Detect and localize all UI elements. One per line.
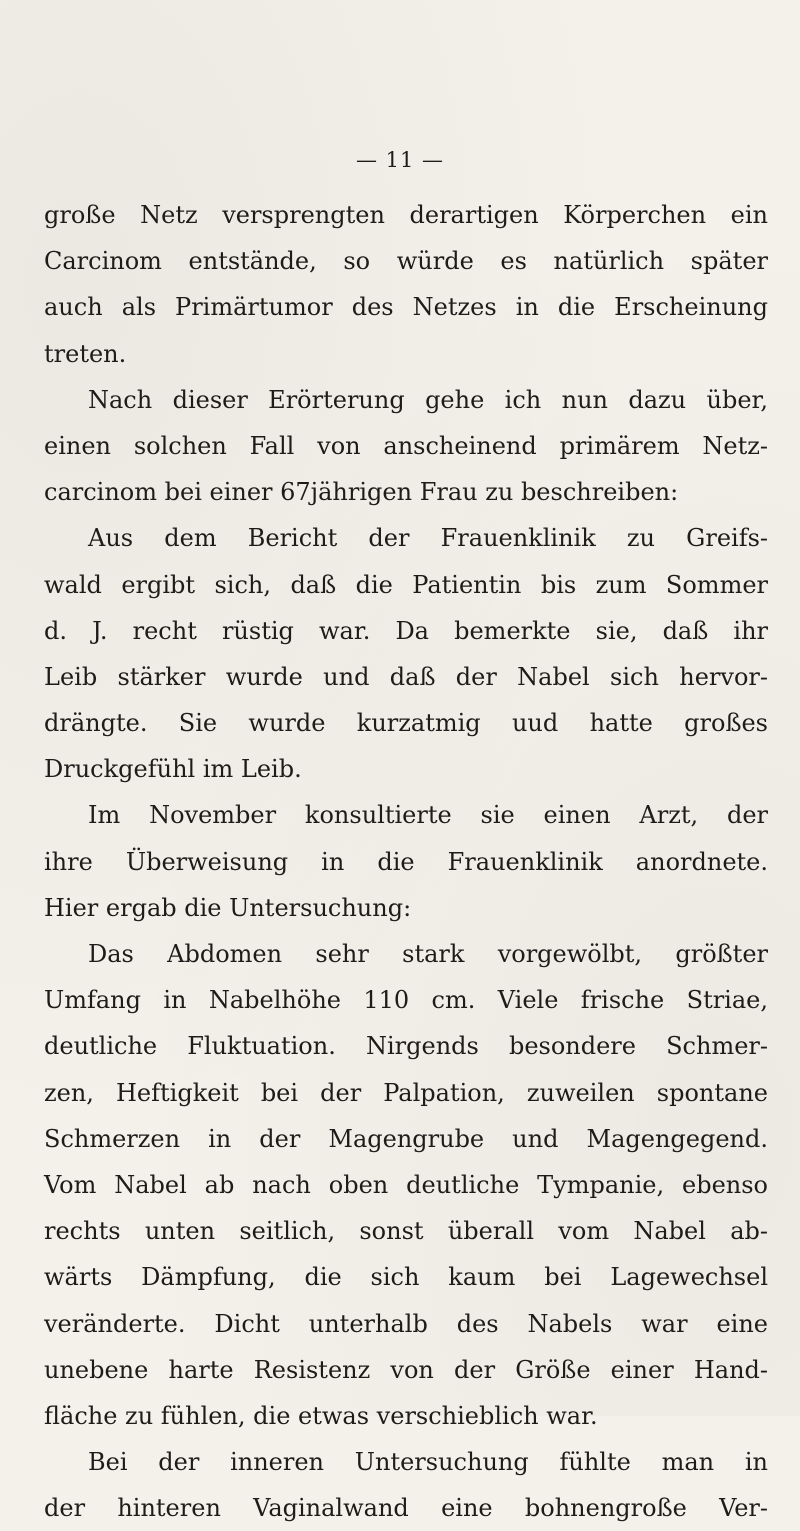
text-line: Nach dieser Erörterung gehe ich nun dazu über, <box>88 385 768 414</box>
text-line: Aus dem Bericht der Frauenklinik zu Greifs- <box>88 524 768 553</box>
text-line: d. J. recht rüstig war. Da bemerkte sie, daß ihr <box>44 616 768 645</box>
text-line: der hinteren Vaginalwand eine bohnengroße Ver- <box>44 1494 768 1523</box>
page-number: — 11 — <box>355 148 445 172</box>
text-line: wald ergibt sich, daß die Patientin bis zum Sommer <box>44 570 768 599</box>
text-line: Schmerzen in der Magengrube und Magengegend. <box>44 1124 768 1153</box>
text-line: veränderte. Dicht unterhalb des Nabels war eine <box>44 1309 768 1338</box>
text-line: Druckgefühl im Leib. <box>44 755 302 784</box>
text-line: große Netz versprengten derartigen Körperchen ein <box>44 201 768 229</box>
text-line: carcinom bei einer 67jährigen Frau zu beschreiben: <box>44 478 679 507</box>
text-line: Das Abdomen sehr stark vorgewölbt, größter <box>88 940 768 968</box>
text-line: Carcinom entstände, so würde es natürlich später <box>44 247 768 276</box>
text-line: auch als Primärtumor des Netzes in die Erscheinung <box>44 293 768 322</box>
text-line: fläche zu fühlen, die etwas verschieblich war. <box>44 1401 598 1430</box>
text-line: unebene harte Resistenz von der Größe einer Hand- <box>44 1355 768 1384</box>
text-line: zen, Heftigkeit bei der Palpation, zuweilen spontane <box>44 1078 768 1107</box>
text-line: rechts unten seitlich, sonst überall vom Nabel ab- <box>44 1217 768 1246</box>
text-line: ihre Überweisung in die Frauenklinik anordnete. <box>44 847 768 876</box>
text-line: Im November konsultierte sie einen Arzt, der <box>88 801 768 830</box>
text-line: treten. <box>44 339 127 368</box>
text-line: wärts Dämpfung, die sich kaum bei Lagewechsel <box>44 1263 768 1292</box>
text-line: Umfang in Nabelhöhe 110 cm. Viele frische Striae, <box>44 986 768 1015</box>
text-line: deutliche Fluktuation. Nirgends besondere Schmer- <box>44 1032 768 1061</box>
text-line: Bei der inneren Untersuchung fühlte man in <box>88 1448 768 1477</box>
text-line: Leib stärker wurde und daß der Nabel sich hervor- <box>44 662 768 691</box>
text-line: drängte. Sie wurde kurzatmig uud hatte großes <box>44 709 768 738</box>
text-line: Hier ergab die Untersuchung: <box>44 893 412 922</box>
body-text <box>44 192 768 1531</box>
text-line: Vom Nabel ab nach oben deutliche Tympanie, ebenso <box>44 1170 768 1199</box>
text-line: einen solchen Fall von anscheinend primärem Netz- <box>44 431 768 460</box>
